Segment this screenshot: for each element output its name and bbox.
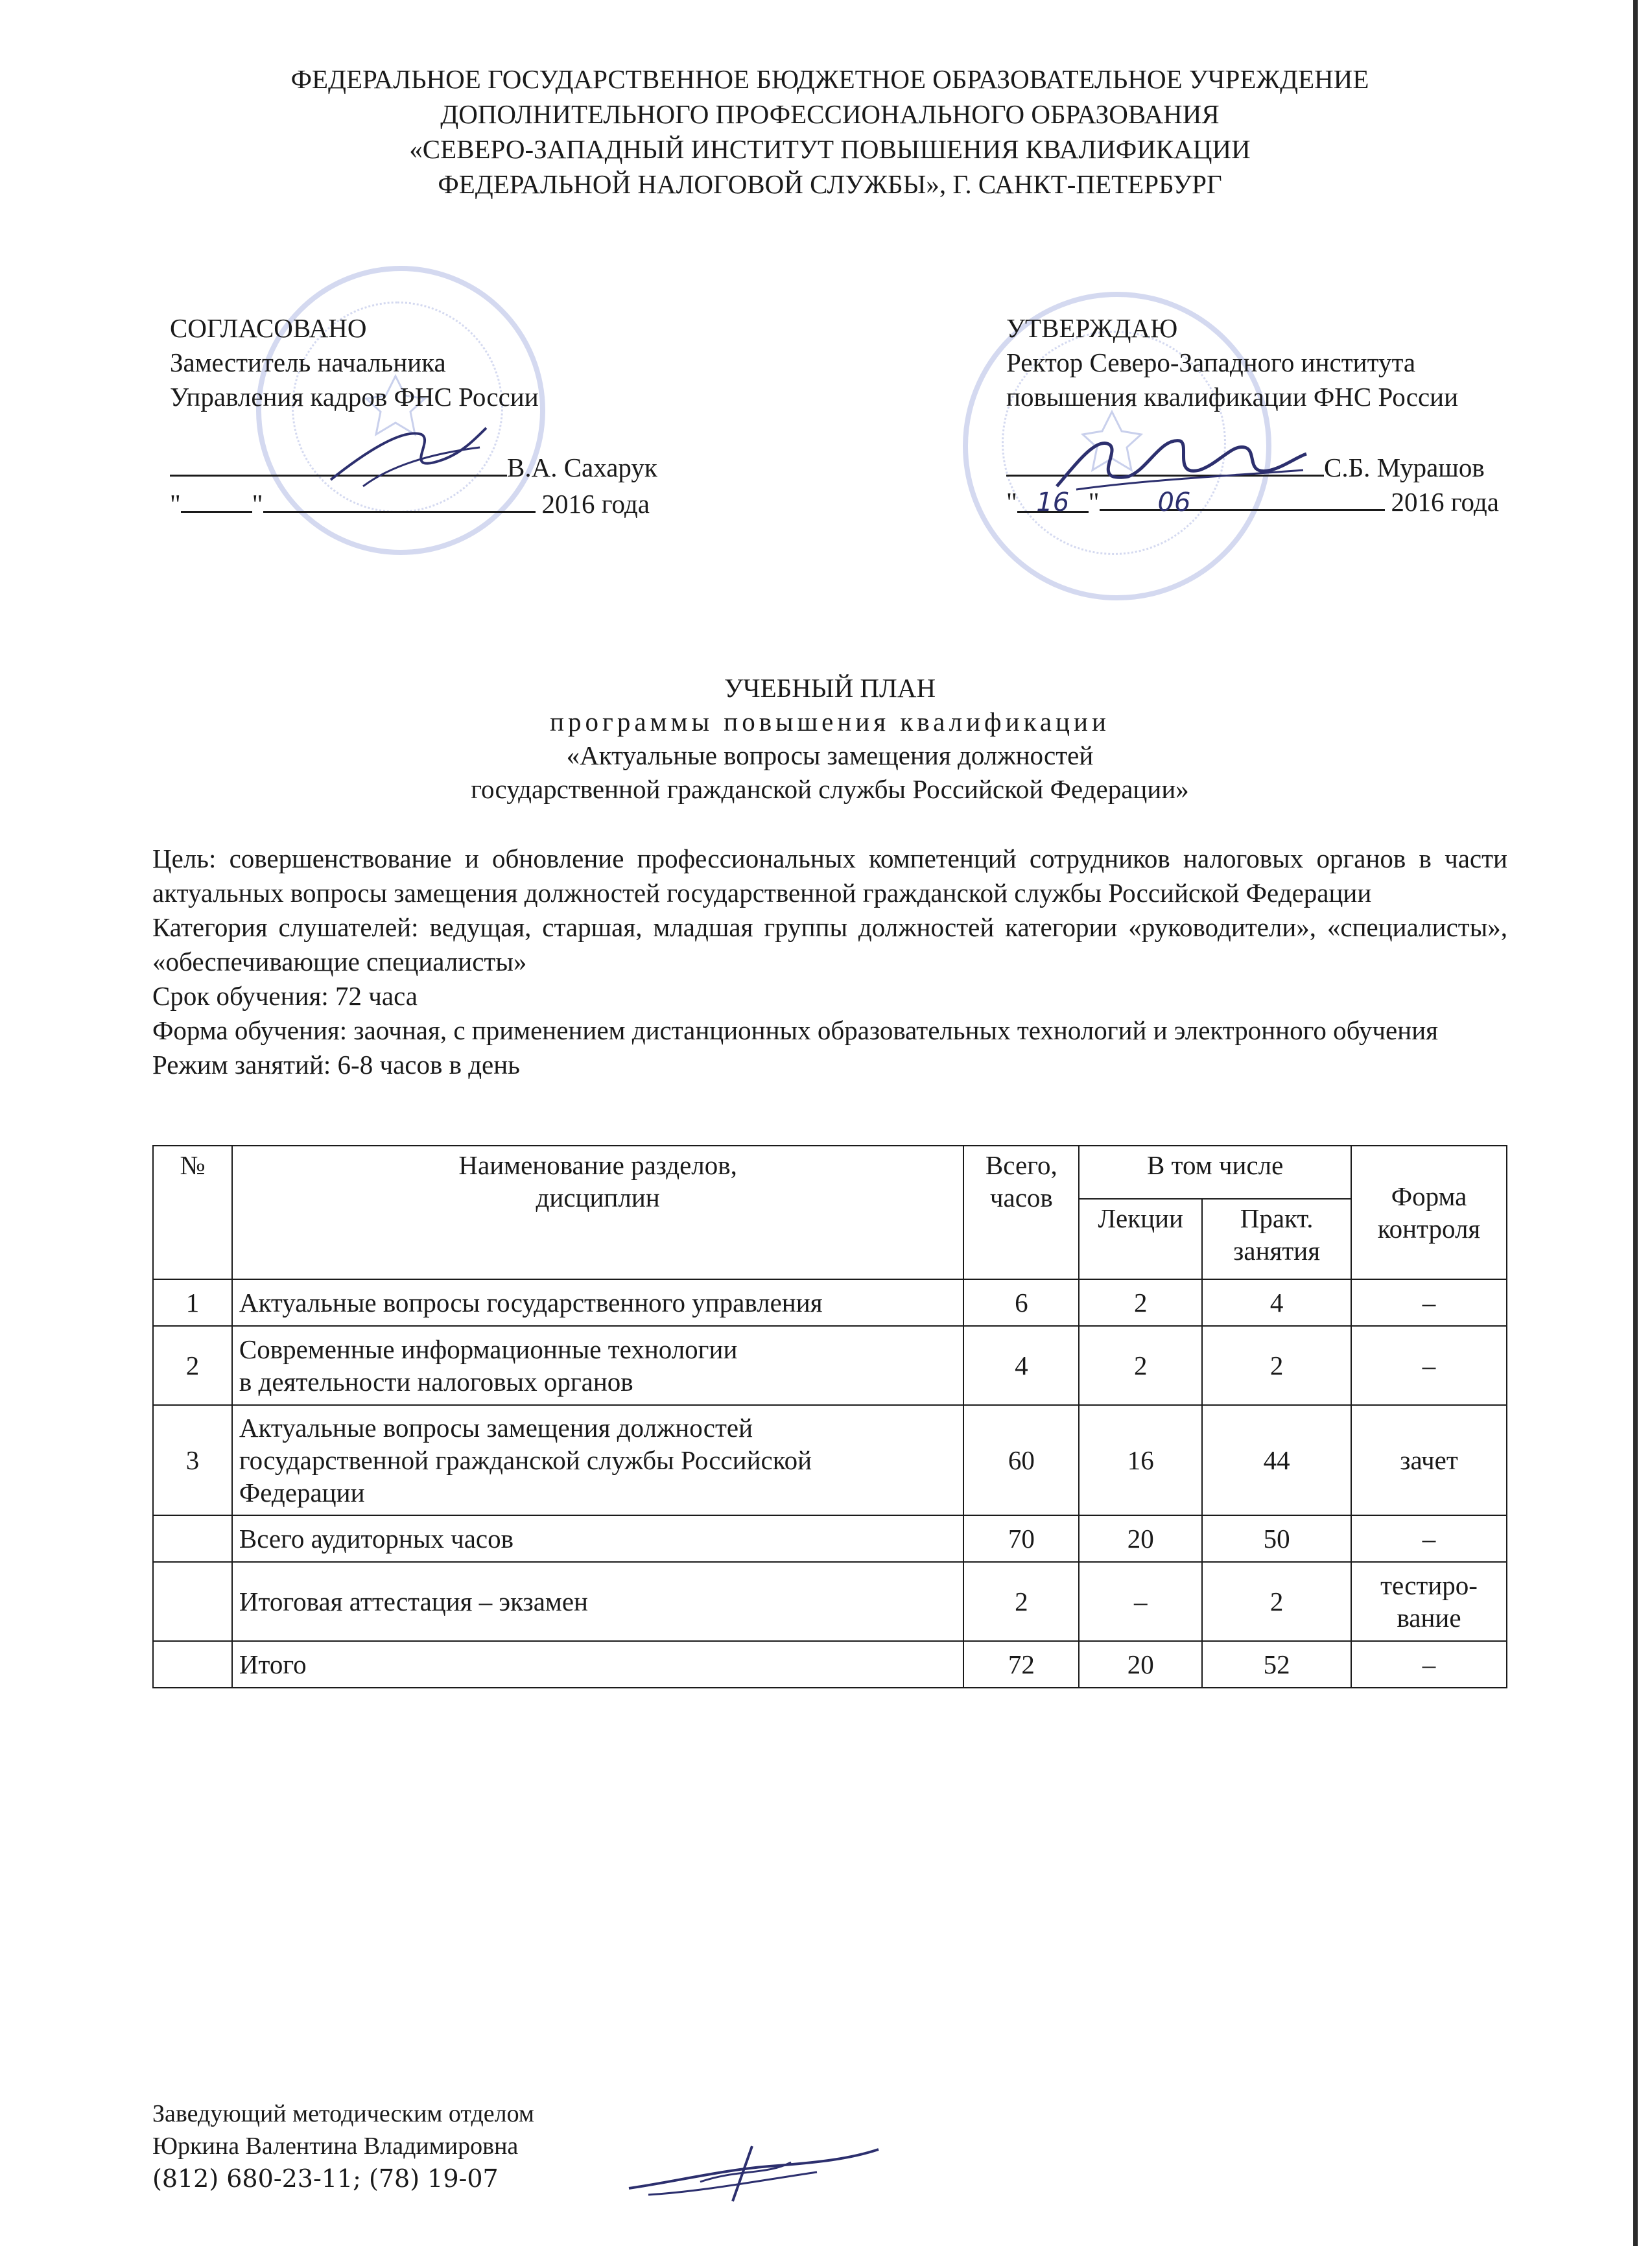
row-practice: 44 <box>1202 1405 1351 1515</box>
row-lectures: 20 <box>1079 1641 1202 1688</box>
left-handwritten-signature <box>324 415 493 493</box>
curriculum-table <box>152 1145 1507 1688</box>
table-row <box>153 1515 1507 1562</box>
document-title <box>149 671 1511 806</box>
handwritten-day: 16 <box>1036 488 1070 517</box>
footer-phone: (812) 680-23-11; (78) 19-07 <box>152 2164 499 2193</box>
right-handwritten-signature <box>1050 425 1310 496</box>
row-num <box>153 1515 232 1562</box>
header-line: ФЕДЕРАЛЬНОЕ ГОСУДАРСТВЕННОЕ БЮДЖЕТНОЕ ОБРАЗОВАТЕЛЬНОЕ УЧРЕЖДЕНИЕ <box>290 64 1369 94</box>
agreed-heading: СОГЛАСОВАНО <box>170 313 367 343</box>
header-name <box>232 1146 964 1279</box>
quote-mark: " <box>252 489 263 519</box>
row-num: 3 <box>153 1405 232 1515</box>
row-control: – <box>1351 1641 1507 1688</box>
mode-text: Режим занятий: 6-8 часов в день <box>152 1050 520 1080</box>
form-text: Форма обучения: заочная, с применением дистанционных образовательных технологий и электронного обучения <box>152 1015 1438 1045</box>
row-name: Итоговая аттестация – экзамен <box>232 1562 964 1641</box>
title-line4: государственной гражданской службы Российской Федерации» <box>471 774 1189 804</box>
header-practice-line2: занятия <box>1233 1236 1321 1266</box>
row-practice: 2 <box>1202 1562 1351 1641</box>
table-header-row <box>153 1146 1507 1199</box>
handwritten-month: 06 <box>1157 488 1191 517</box>
header-including: В том числе <box>1079 1146 1351 1199</box>
scan-edge-line <box>1633 0 1638 2246</box>
header-line: ФЕДЕРАЛЬНОЙ НАЛОГОВОЙ СЛУЖБЫ», Г. САНКТ-ПЕТЕРБУРГ <box>438 169 1222 199</box>
quote-mark: " <box>1006 487 1017 517</box>
row-num: 2 <box>153 1326 232 1405</box>
row-total: 60 <box>963 1405 1079 1515</box>
header-total-line1: Всего, <box>985 1150 1057 1180</box>
row-practice: 50 <box>1202 1515 1351 1562</box>
header-total-line2: часов <box>989 1183 1053 1212</box>
row-num <box>153 1562 232 1641</box>
footer-handwritten-signature <box>622 2136 882 2208</box>
day-blank <box>181 485 252 513</box>
row-lectures: 2 <box>1079 1279 1202 1326</box>
agreed-position-line2: Управления кадров ФНС России <box>170 382 539 412</box>
table-row <box>153 1279 1507 1326</box>
row-lectures: – <box>1079 1562 1202 1641</box>
quote-mark: " <box>170 489 181 519</box>
header-name-line2: дисциплин <box>536 1183 660 1212</box>
row-total: 72 <box>963 1641 1079 1688</box>
duration-text: Срок обучения: 72 часа <box>152 981 418 1011</box>
row-practice: 4 <box>1202 1279 1351 1326</box>
footer-position: Заведующий методическим отделом <box>152 2100 534 2127</box>
row-name: Всего аудиторных часов <box>232 1515 964 1562</box>
header-practice-line1: Практ. <box>1240 1203 1314 1233</box>
agreed-date-year: 2016 года <box>541 489 650 519</box>
row-control: – <box>1351 1326 1507 1405</box>
row-practice: 52 <box>1202 1641 1351 1688</box>
title-line3: «Актуальные вопросы замещения должностей <box>566 740 1094 770</box>
institution-header <box>149 62 1511 202</box>
row-name: Актуальные вопросы государственного управления <box>232 1279 964 1326</box>
approved-date-year: 2016 года <box>1391 487 1499 517</box>
row-name: Современные информационные технологии в деятельности налоговых органов <box>232 1326 964 1405</box>
table-row <box>153 1562 1507 1641</box>
header-num: № <box>153 1146 232 1279</box>
category-text: Категория слушателей: ведущая, старшая, младшая группы должностей категории «руководители», «специалисты», «обеспечивающие специалисты» <box>152 912 1507 976</box>
row-lectures: 2 <box>1079 1326 1202 1405</box>
program-info <box>152 842 1507 1082</box>
header-lectures: Лекции <box>1079 1199 1202 1279</box>
row-name: Актуальные вопросы замещения должностей государственной гражданской службы Российской Федерации <box>232 1405 964 1515</box>
approved-signer-name: С.Б. Мурашов <box>1324 453 1485 482</box>
row-control: – <box>1351 1279 1507 1326</box>
title-line2: программы повышения квалификации <box>550 707 1110 737</box>
header-control-line2: контроля <box>1377 1214 1481 1244</box>
approved-heading: УТВЕРЖДАЮ <box>1006 313 1178 343</box>
approved-position-line2: повышения квалификации ФНС России <box>1006 382 1459 412</box>
row-num: 1 <box>153 1279 232 1326</box>
row-name: Итого <box>232 1641 964 1688</box>
row-practice: 2 <box>1202 1326 1351 1405</box>
row-control: тестиро- вание <box>1351 1562 1507 1641</box>
header-control <box>1351 1146 1507 1279</box>
contact-footer <box>152 2098 534 2195</box>
row-total: 6 <box>963 1279 1079 1326</box>
row-num <box>153 1641 232 1688</box>
header-practice <box>1202 1199 1351 1279</box>
title-line1: УЧЕБНЫЙ ПЛАН <box>724 673 936 703</box>
goal-text: Цель: совершенствование и обновление профессиональных компетенций сотрудников налоговых органов в части актуальных вопросы замещения должностей государственной гражданской службы Российской Федерации <box>152 844 1507 908</box>
table-row <box>153 1641 1507 1688</box>
table-row <box>153 1326 1507 1405</box>
quote-mark: " <box>1088 487 1100 517</box>
table-row <box>153 1405 1507 1515</box>
row-total: 70 <box>963 1515 1079 1562</box>
agreed-signer-name: В.А. Сахарук <box>507 453 657 482</box>
footer-name: Юркина Валентина Владимировна <box>152 2133 519 2160</box>
header-name-line1: Наименование разделов, <box>458 1150 737 1180</box>
row-total: 4 <box>963 1326 1079 1405</box>
header-control-line1: Форма <box>1391 1181 1467 1211</box>
row-lectures: 16 <box>1079 1405 1202 1515</box>
header-line: «СЕВЕРО-ЗАПАДНЫЙ ИНСТИТУТ ПОВЫШЕНИЯ КВАЛИФИКАЦИИ <box>409 134 1251 164</box>
header-total <box>963 1146 1079 1279</box>
approved-position-line1: Ректор Северо-Западного института <box>1006 348 1416 377</box>
row-control: зачет <box>1351 1405 1507 1515</box>
agreed-position-line1: Заместитель начальника <box>170 348 446 377</box>
row-lectures: 20 <box>1079 1515 1202 1562</box>
row-control: – <box>1351 1515 1507 1562</box>
header-line: ДОПОЛНИТЕЛЬНОГО ПРОФЕССИОНАЛЬНОГО ОБРАЗОВАНИЯ <box>440 99 1220 129</box>
row-total: 2 <box>963 1562 1079 1641</box>
